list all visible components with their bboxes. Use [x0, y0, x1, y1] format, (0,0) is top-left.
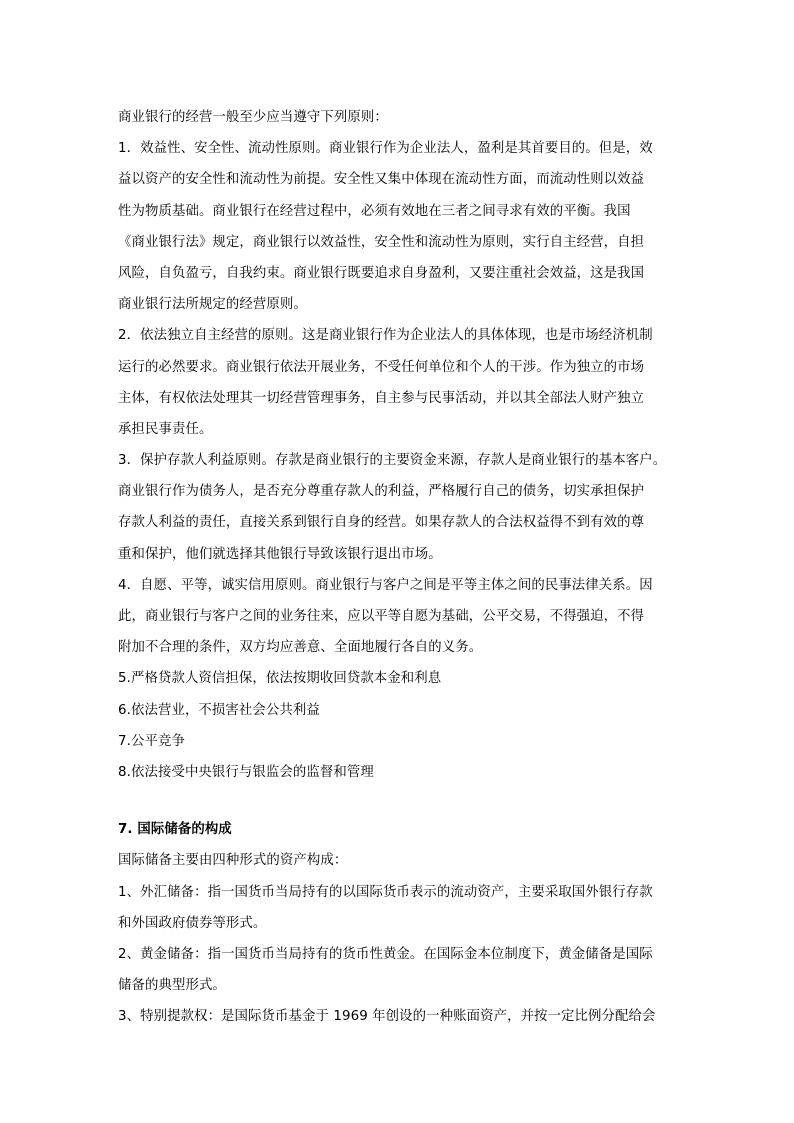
paragraph-line: 附加不合理的条件，双方均应善意、全面地履行各自的义务。: [118, 640, 483, 656]
paragraph-line: 3．保护存款人利益原则。存款是商业银行的主要资金来源，存款人是商业银行的基本客户。: [118, 453, 667, 469]
paragraph-line: 2．依法独立自主经营的原则。这是商业银行作为企业法人的具体体现，也是市场经济机制: [118, 328, 653, 344]
paragraph-line: 商业银行作为债务人，是否充分尊重存款人的利益，严格履行自己的债务，切实承担保护: [118, 484, 645, 500]
reserve-2-paragraph: [118, 939, 684, 1001]
principle-6-item: 6.依法营业，不损害社会公共利益: [118, 702, 320, 718]
paragraph-line: 《商业银行法》规定，商业银行以效益性，安全性和流动性为原则，实行自主经营，自担: [118, 234, 645, 250]
intro-text: 商业银行的经营一般至少应当遵守下列原则：: [118, 110, 388, 125]
paragraph-line: 承担民事责任。: [118, 421, 213, 437]
paragraph-line: 风险，自负盈亏，自我约束。商业银行既要追求自身盈利，又要注重社会效益，这是我国: [118, 265, 645, 281]
paragraph-line: 益以资产的安全性和流动性为前提。安全性又集中体现在流动性方面，而流动性则以效益: [118, 172, 645, 188]
paragraph-line: 1、外汇储备：指一国货币当局持有的以国际货币表示的流动资产，主要采取国外银行存款: [118, 884, 653, 900]
principle-3-paragraph: [118, 445, 684, 570]
principle-5-item: 5.严格贷款人资信担保，依法按期收回贷款本金和利息: [118, 671, 442, 687]
principle-7-item: 7.公平竞争: [118, 733, 185, 749]
paragraph-line: 主体，有权依法处理其一切经营管理事务，自主参与民事活动，并以其全部法人财产独立: [118, 390, 645, 406]
paragraph-line: 运行的必然要求。商业银行依法开展业务，不受任何单位和个人的干涉。作为独立的市场: [118, 359, 645, 375]
paragraph-line: 重和保护，他们就选择其他银行导致该银行退出市场。: [118, 546, 442, 562]
principle-2-paragraph: [118, 320, 684, 445]
reserve-3-paragraph: [118, 1001, 684, 1032]
paragraph-line: 此，商业银行与客户之间的业务往来，应以平等自愿为基础，公平交易，不得强迫，不得: [118, 609, 645, 624]
principle-1-paragraph: [118, 133, 684, 320]
paragraph-line: 储备的典型形式。: [118, 978, 226, 994]
paragraph-line: 3、特别提款权：是国际货币基金于 1969 年创设的一种账面资产，并按一定比例分配给会: [118, 1009, 656, 1025]
principle-8-item: 8.依法接受中央银行与银监会的监督和管理: [118, 764, 374, 780]
paragraph-line: 1．效益性、安全性、流动性原则。商业银行作为企业法人，盈利是其首要目的。但是，效: [118, 141, 653, 157]
paragraph-line: 商业银行法所规定的经营原则。: [118, 297, 307, 313]
document-body: [118, 102, 684, 1032]
paragraph-line: 4．自愿、平等，诚实信用原则。商业银行与客户之间是平等主体之间的民事法律关系。因: [118, 577, 653, 593]
principle-4-paragraph: [118, 570, 684, 664]
paragraph-line: 性为物质基础。商业银行在经营过程中，必须有效地在三者之间寻求有效的平衡。我国: [118, 203, 631, 219]
section-spacer: [118, 788, 684, 814]
paragraph-line: 2、黄金储备：指一国货币当局持有的货币性黄金。在国际金本位制度下，黄金储备是国际: [118, 946, 653, 962]
paragraph-line: 和外国政府债券等形式。: [118, 915, 267, 931]
paragraph-line: 存款人利益的责任，直接关系到银行自身的经营。如果存款人的合法权益得不到有效的尊: [118, 515, 645, 531]
section-heading: 7. 国际储备的构成: [118, 822, 232, 838]
reserve-1-paragraph: [118, 877, 684, 939]
section-intro-text: 国际储备主要由四种形式的资产构成：: [118, 853, 348, 869]
